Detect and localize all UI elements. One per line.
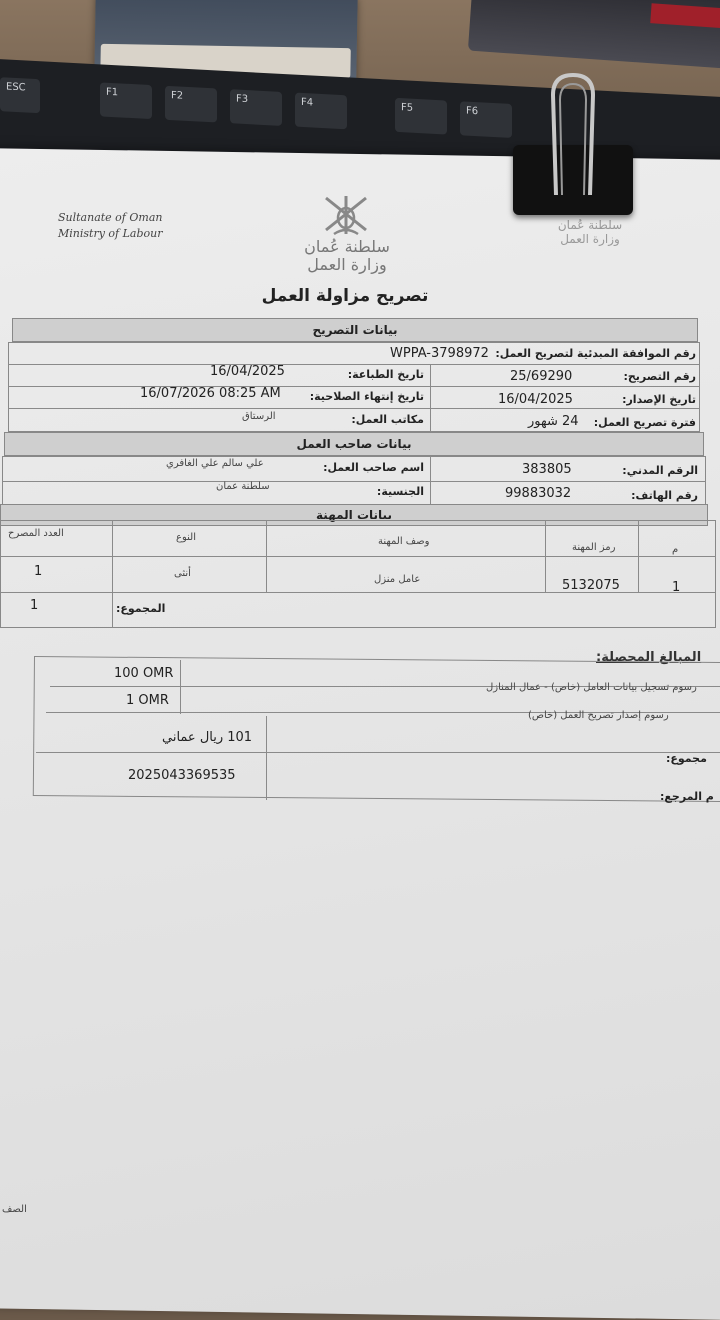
period-value: 24 شهور [528,414,579,429]
binder-clip-wire-icon [548,70,598,200]
period-label: فترة تصريح العمل: [593,416,696,429]
fees-total-label: مجموع: [666,752,707,765]
key-f5: F5 [395,98,447,135]
employer-name-value: علي سالم علي الغافري [166,458,264,469]
stamp-line1: سلطنة عُمان [557,218,623,232]
key-f3: F3 [230,89,282,126]
approval-label: رقم الموافقة المبدئية لتصريح العمل: [495,347,696,360]
stamp-logo-text [545,218,635,246]
civil-value: 383805 [522,462,572,477]
total-label: المجموع: [116,602,166,615]
en-header-line1: Sultanate of Oman [58,211,163,224]
col-no: م [672,544,679,555]
english-header [58,210,162,242]
profession-section-header: بيانات المهنة [0,504,708,526]
reference-value: 2025043369535 [128,768,236,783]
print-date-label: تاريخ الطباعة: [347,368,424,381]
permit-no-value: 25/69290 [510,369,573,384]
key-f4: F4 [295,93,347,130]
row-no: 1 [672,580,681,595]
employer-section-header: بيانات صاحب العمل [4,432,704,456]
key-f6: F6 [460,101,512,138]
expiry-value: 16/07/2026 08:25 AM [140,386,281,401]
issue-date-label: تاريخ الإصدار: [622,393,696,406]
fee2-desc: رسوم إصدار تصريح العمل (خاص) [528,710,669,721]
fee2-amount: 1 OMR [126,693,169,708]
fee1-amount: 100 OMR [114,666,174,681]
permit-section-header: بيانات التصريح [12,318,698,342]
fee1-desc: رسوم تسجيل بيانات العامل (خاص) - عمال المنازل [486,682,697,693]
logo-line1: سلطنة عُمان [304,237,390,256]
phone-label: رقم الهاتف: [631,489,698,502]
civil-label: الرقم المدني: [622,464,698,477]
col-code: رمز المهنة [572,542,616,553]
fees-total-value: 101 ريال عماني [162,730,253,745]
key-f2: F2 [165,86,217,123]
issue-date-value: 16/04/2025 [498,392,573,407]
print-date-value: 16/04/2025 [210,364,285,379]
reference-label: م المرجع: [660,790,714,803]
row-code: 5132075 [562,578,620,593]
nationality-value: سلطنة عمان [216,481,270,492]
nationality-label: الجنسية: [376,485,424,498]
col-count: العدد المصرح [8,528,64,539]
col-gender: النوع [176,532,196,543]
fees-title: المبالغ المحصلة: [596,650,702,665]
phone-value: 99883032 [505,486,572,501]
expiry-label: تاريخ إنتهاء الصلاحية: [309,390,424,403]
col-desc: وصف المهنة [378,536,430,547]
footer-corner-text: الصف [2,1204,27,1215]
key-esc: ESC [0,77,40,113]
stamp-line2: وزارة العمل [560,232,620,246]
key-f1: F1 [100,82,152,119]
employer-name-label: اسم صاحب العمل: [323,461,424,474]
oman-emblem-icon [318,190,374,240]
ministry-logo-text [292,238,402,274]
permit-no-label: رقم التصريح: [623,370,696,383]
office-label: مكاتب العمل: [351,413,424,426]
profession-table [0,520,716,628]
approval-value: WPPA-3798972 [390,346,489,361]
row-count: 1 [34,564,43,579]
office-value: الرستاق [242,411,276,422]
row-desc: عامل منزل [374,574,421,585]
document-title: تصريح مزاولة العمل [261,286,429,306]
logo-line2: وزارة العمل [307,255,387,274]
en-header-line2: Ministry of Labour [58,227,163,240]
total-value: 1 [30,598,39,613]
row-gender: أنثى [174,568,191,579]
